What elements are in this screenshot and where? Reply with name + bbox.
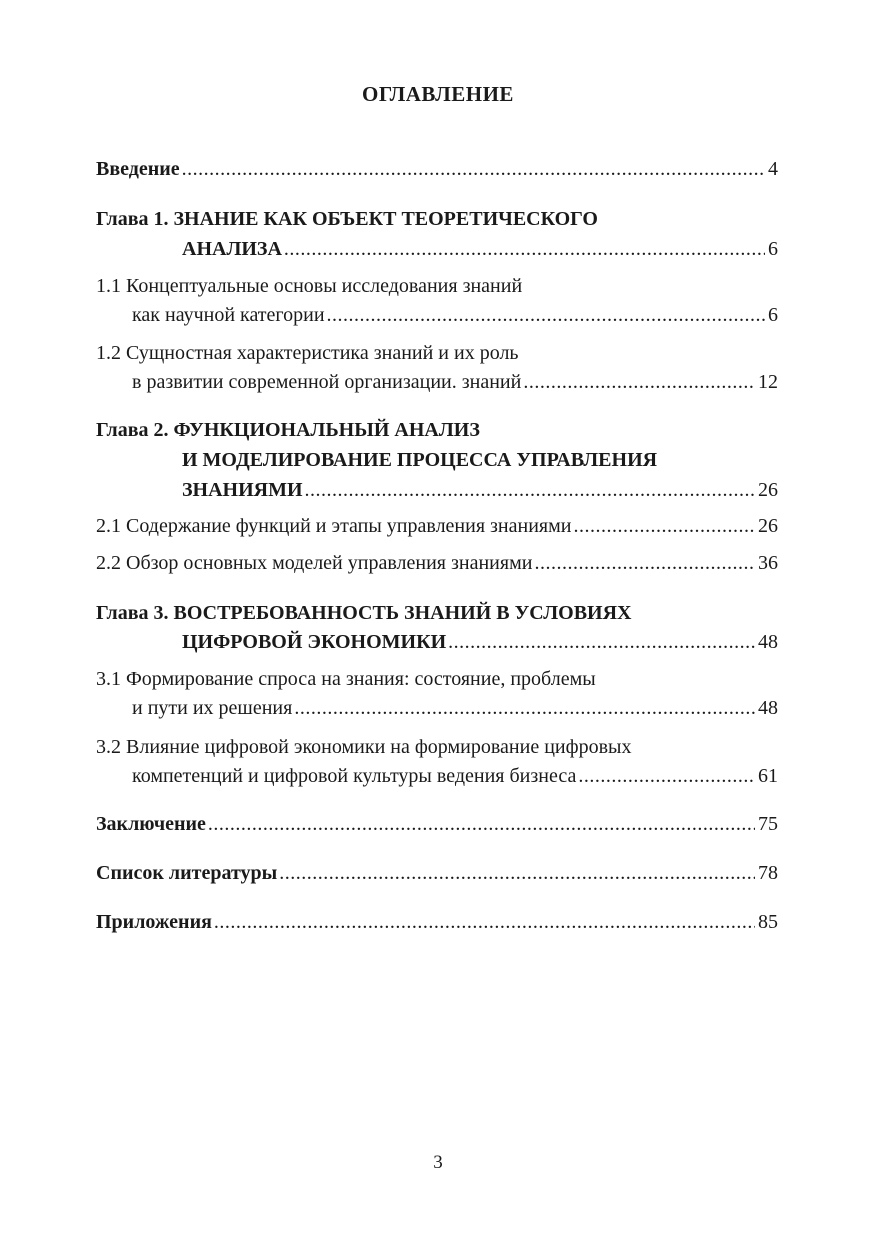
toc-leader-dots xyxy=(182,155,765,183)
toc-leader-dots xyxy=(284,235,765,263)
toc-label-continued: И МОДЕЛИРОВАНИЕ ПРОЦЕССА УПРАВЛЕНИЯ xyxy=(182,449,658,471)
toc-label: 2.2 Обзор основных моделей управления знаниями xyxy=(96,552,533,574)
toc-leader-dots xyxy=(294,694,755,722)
toc-page-number: 78 xyxy=(758,862,778,884)
toc-page-number: 85 xyxy=(758,911,778,933)
toc-label: 3.1 Формирование спроса на знания: состояние, проблемы xyxy=(96,668,596,690)
toc-leader-dots xyxy=(448,628,755,656)
toc-label: 2.1 Содержание функций и этапы управления знаниями xyxy=(96,515,572,537)
toc-leader-dots xyxy=(208,810,755,838)
page-number: 3 xyxy=(433,1152,443,1173)
toc-label: Заключение xyxy=(96,813,206,835)
toc-label-continued: ЗНАНИЯМИ xyxy=(182,479,303,501)
toc-label-continued: АНАЛИЗА xyxy=(182,238,282,260)
toc-label: Приложения xyxy=(96,911,212,933)
toc-page-number: 12 xyxy=(758,371,778,393)
toc-label-continued: и пути их решения xyxy=(132,697,293,719)
toc-label-continued: в развитии современной организации. знаний xyxy=(132,371,522,393)
toc-page-number: 26 xyxy=(758,515,778,537)
toc-leader-dots xyxy=(578,762,755,790)
toc-label-continued: компетенций и цифровой культуры ведения бизнеса xyxy=(132,765,577,787)
toc-page-number: 61 xyxy=(758,765,778,787)
toc-page-number: 6 xyxy=(768,238,778,260)
toc-leader-dots xyxy=(279,859,755,887)
toc-leader-dots xyxy=(327,301,765,329)
toc-label-continued: как научной категории xyxy=(132,304,325,326)
toc-page-number: 48 xyxy=(758,697,778,719)
toc-page-number: 48 xyxy=(758,631,778,653)
toc-leader-dots xyxy=(214,908,755,936)
toc-page-number: 75 xyxy=(758,813,778,835)
toc-label: Введение xyxy=(96,158,180,180)
toc-page-number: 26 xyxy=(758,479,778,501)
toc-leader-dots xyxy=(305,476,755,504)
toc-label: 3.2 Влияние цифровой экономики на формирование цифровых xyxy=(96,736,632,758)
toc-leader-dots xyxy=(573,512,755,540)
toc-label: 1.1 Концептуальные основы исследования знаний xyxy=(96,275,523,297)
page-title: ОГЛАВЛЕНИЕ xyxy=(362,82,514,106)
toc-leader-dots xyxy=(523,368,755,396)
toc-label: Список литературы xyxy=(96,862,278,884)
toc-label: Глава 1. ЗНАНИЕ КАК ОБЪЕКТ ТЕОРЕТИЧЕСКОГО xyxy=(96,208,598,230)
toc-page-number: 6 xyxy=(768,304,778,326)
toc-leader-dots xyxy=(534,549,755,577)
toc-label: Глава 2. ФУНКЦИОНАЛЬНЫЙ АНАЛИЗ xyxy=(96,419,480,441)
toc-page-number: 4 xyxy=(768,158,778,180)
toc-label: Глава 3. ВОСТРЕБОВАННОСТЬ ЗНАНИЙ В УСЛОВИЯХ xyxy=(96,602,632,624)
toc-label-continued: ЦИФРОВОЙ ЭКОНОМИКИ xyxy=(182,631,447,653)
toc-label: 1.2 Сущностная характеристика знаний и их роль xyxy=(96,342,519,364)
toc-page-number: 36 xyxy=(758,552,778,574)
